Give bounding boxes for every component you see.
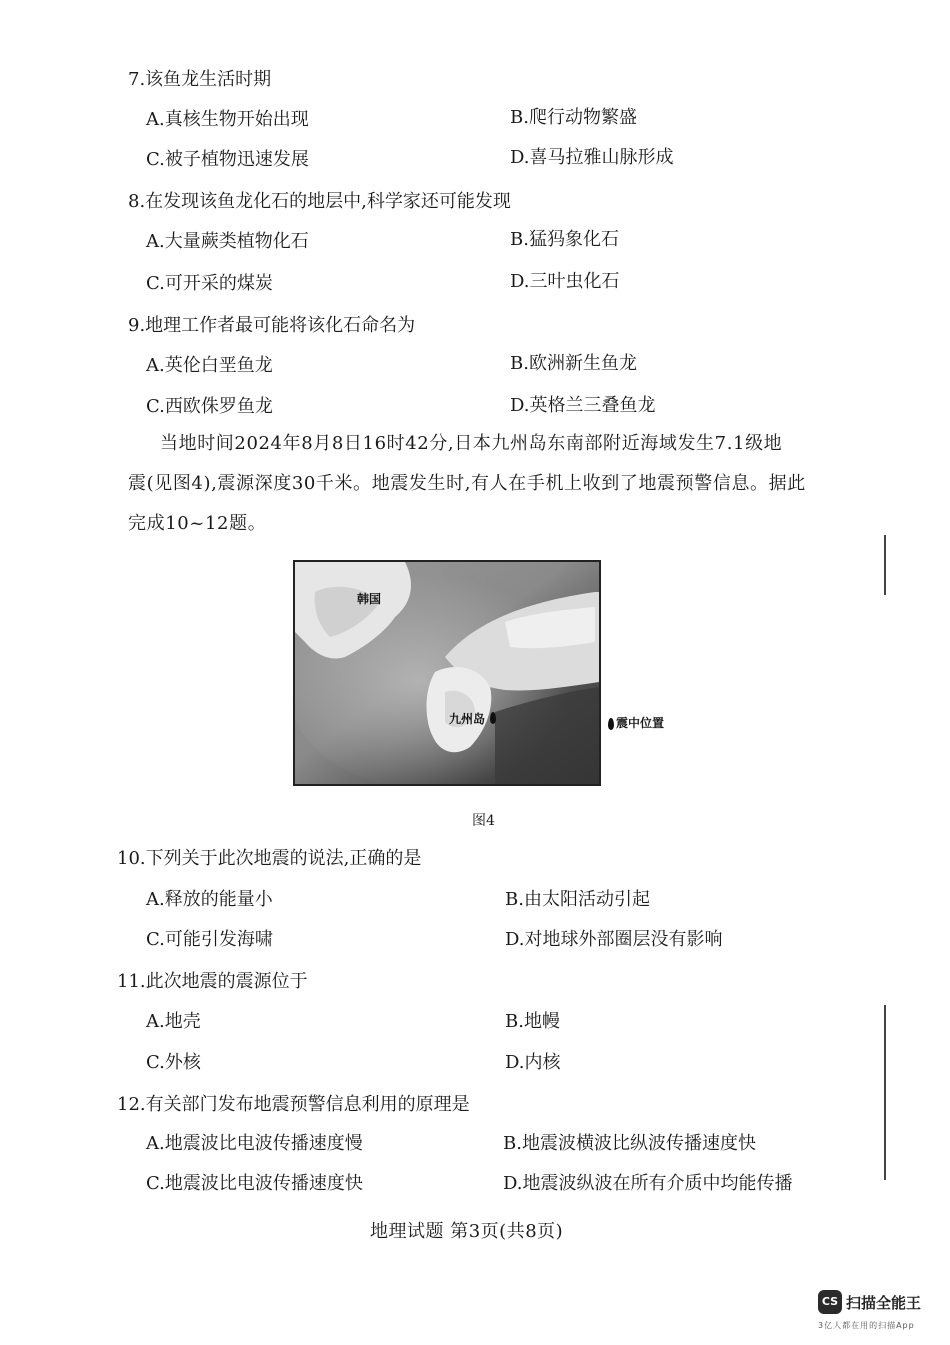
figure-caption: 图4 [472,813,495,829]
question-12-option-d: D.地震波纵波在所有介质中均能传播 [503,1173,793,1194]
question-8-option-b: B.猛犸象化石 [510,229,619,250]
scan-edge-mark [884,1005,886,1180]
scan-edge-mark [884,535,886,595]
question-7-option-b: B.爬行动物繁盛 [510,107,637,128]
passage [128,424,856,544]
question-9-option-d: D.英格兰三叠鱼龙 [510,395,656,416]
question-7-option-c: C.被子植物迅速发展 [146,149,309,170]
question-12-option-a: A.地震波比电波传播速度慢 [146,1133,363,1154]
map-label-korea: 韩国 [357,592,382,606]
question-9-option-b: B.欧洲新生鱼龙 [510,353,637,374]
figure-map [293,560,601,786]
page-footer: 地理试题 第3页(共8页) [370,1221,564,1242]
question-10-option-a: A.释放的能量小 [146,889,273,910]
question-7-option-d: D.喜马拉雅山脉形成 [510,147,674,168]
question-10-stem: 10.下列关于此次地震的说法,正确的是 [117,848,422,869]
question-12-option-c: C.地震波比电波传播速度快 [146,1173,363,1194]
epicenter-marker-icon [490,712,496,724]
scanner-name: 扫描全能王 [846,1293,922,1312]
question-11-option-b: B.地幔 [505,1011,560,1032]
scanner-tagline: 3亿人都在用的扫描App [818,1321,915,1330]
map-image [295,562,599,784]
question-11-option-a: A.地壳 [146,1011,201,1032]
question-11-option-d: D.内核 [505,1052,561,1073]
epicenter-legend-icon [608,718,614,730]
question-12-option-b: B.地震波横波比纵波传播速度快 [503,1133,756,1154]
passage-line-2: 震(见图4),震源深度30千米。地震发生时,有人在手机上收到了地震预警信息。据此 [128,473,806,494]
question-8-option-a: A.大量蕨类植物化石 [146,231,309,252]
question-9-option-c: C.西欧侏罗鱼龙 [146,396,273,417]
question-9-option-a: A.英伦白垩鱼龙 [146,355,273,376]
question-7-stem: 7.该鱼龙生活时期 [128,69,272,90]
scanner-watermark [818,1290,922,1330]
question-7-option-a: A.真核生物开始出现 [146,109,309,130]
question-8-option-c: C.可开采的煤炭 [146,273,273,294]
scanner-logo: CS [818,1290,842,1314]
question-11-option-c: C.外核 [146,1052,201,1073]
map-label-kyushu: 九州岛 [449,712,486,726]
passage-line-1: 当地时间2024年8月8日16时42分,日本九州岛东南部附近海域发生7.1级地 [160,433,783,454]
question-11-stem: 11.此次地震的震源位于 [117,971,308,992]
question-10-option-d: D.对地球外部圈层没有影响 [505,929,723,950]
question-8-option-d: D.三叶虫化石 [510,271,620,292]
question-12-stem: 12.有关部门发布地震预警信息利用的原理是 [117,1094,470,1115]
passage-line-3: 完成10~12题。 [128,513,267,534]
question-8-stem: 8.在发现该鱼龙化石的地层中,科学家还可能发现 [128,191,511,212]
map-legend-label: 震中位置 [616,716,665,730]
question-10-option-b: B.由太阳活动引起 [505,889,650,910]
question-10-option-c: C.可能引发海啸 [146,929,273,950]
map-legend [608,714,664,731]
question-9-stem: 9.地理工作者最可能将该化石命名为 [128,315,416,336]
